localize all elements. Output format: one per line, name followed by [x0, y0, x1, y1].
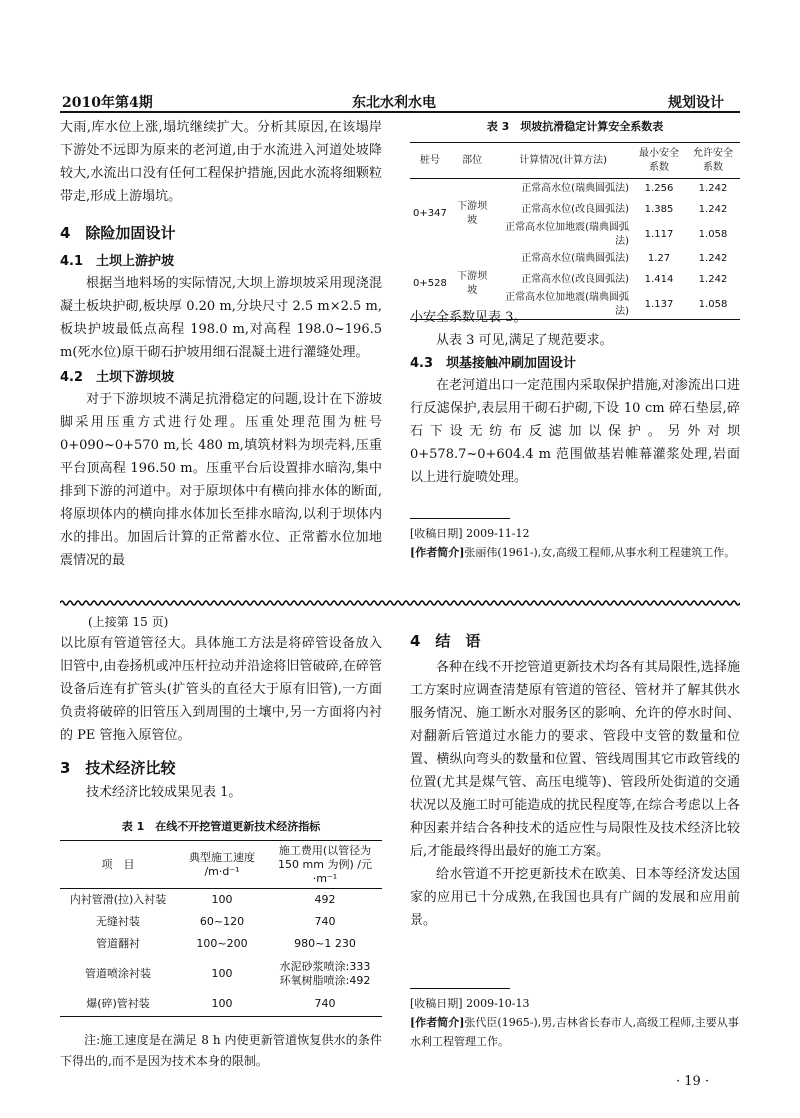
table-row: [60, 933, 382, 955]
table-1-speed: 100: [211, 966, 233, 980]
table-3-min: 1.256: [644, 183, 674, 195]
paragraph-continued: 大雨,库水位上涨,塌坑继续扩大。分析其原因,在该塌岸下游处不远即为原来的老河道,由于水流进入河道处坡降较大,水流出口没有任何工程保护措施,因此水流将细颗粒带走,形成上游塌坑。: [60, 120, 382, 204]
table-3-min: 1.117: [644, 228, 674, 240]
table-3-header-part: 部位: [462, 154, 483, 166]
table-row: [60, 911, 382, 933]
table-1-cost: 980~1 230: [294, 936, 356, 950]
table-1-speed: 100: [211, 997, 233, 1011]
table-1-speed: 100~200: [196, 936, 248, 950]
section-4-1-text: 根据当地料场的实际情况,大坝上游坝坡采用现浇混凝土板块护砌,板块厚 0.20 m,分块尺寸 2.5 m×2.5 m,板块护坡最低点高程 198.0 m,对高程 198.0~196.5 m(死水位)原干砌石护坡用细石混凝土进行灌缝处理。: [60, 276, 382, 360]
table-1-footnote: 注:施工速度是在满足 8 h 内使更新管道恢复供水的条件下得出的,而不是因为技术本身的限制。: [60, 1033, 382, 1068]
page-number: · 19 ·: [676, 1074, 710, 1089]
section-4-title: 4 除险加固设计: [60, 224, 176, 242]
table-1-item: 管道翻衬: [96, 936, 140, 950]
table-1-header-speed: 典型施工速度 /m·d⁻¹: [189, 850, 255, 878]
conclusion-paragraph-2: 给水管道不开挖更新技术在欧美、日本等经济发达国家的应用已十分成熟,在我国也具有广阔的发展和应用前景。: [410, 867, 740, 928]
received-date: [收稿日期] 2009-11-12: [410, 527, 530, 540]
table-1-cost: 492: [314, 892, 336, 906]
table-1-cost: 740: [314, 914, 336, 928]
table-1-item: 无缝衬装: [96, 914, 140, 928]
left-column-top: [60, 116, 382, 572]
table-1-header-row: [60, 841, 382, 889]
header-section: 规划设计: [668, 95, 724, 111]
table-row: [60, 955, 382, 993]
table-row: [60, 993, 382, 1017]
table-3-header-station: 桩号: [419, 154, 440, 166]
table-3-allow: 1.242: [698, 183, 728, 195]
header-journal: 东北水利水电: [352, 95, 436, 111]
wavy-separator: [60, 598, 740, 608]
conclusion-title: 4 结 语: [410, 632, 481, 650]
table-3-header-allow: 允许安全系数: [693, 147, 733, 173]
table-3-header-case: 计算情况(计算方法): [519, 154, 608, 166]
table-3-reference: 小安全系数见表 3。: [410, 310, 527, 325]
table-3-grid: [410, 142, 740, 320]
table-1-note: [60, 1030, 382, 1072]
table-3-min: 1.414: [644, 274, 674, 285]
table-3-case: 正常高水位(瑞典圆弧法): [521, 253, 629, 264]
footnote-block-2: [410, 994, 740, 1051]
table-3-caption: 表 3 坝坡抗滑稳定计算安全系数表: [486, 120, 664, 133]
table-3-part: 下游坝坡: [457, 200, 488, 226]
table-3-station: 0+347: [413, 207, 447, 219]
table-3-station: 0+528: [413, 277, 447, 289]
right-column-top: [410, 306, 740, 489]
left-column-bottom: [60, 612, 382, 804]
table-1: [60, 818, 382, 1017]
table-3-allow: 1.242: [698, 204, 728, 215]
table-1-speed: 100: [211, 892, 233, 906]
section-4-2-text: 对于下游坝坡不满足抗滑稳定的问题,设计在下游坡脚采用压重方式进行处理。压重处理范围为桩号 0+090~0+570 m,长 480 m,填筑材料为坝壳料,压重平台顶高程 196.50 m。压重平台后设置排水暗沟,集中排到下游的河道中。对于原坝体中有横向排水体的断面,将原坝体内的横向排水体加长至排水暗沟,以利于坝体内水的排出。加固后计算的正常蓄水位、正常蓄水位加地震情况的最: [60, 392, 382, 568]
footnote-block-1: [410, 524, 740, 562]
section-3-text: 技术经济比较成果见表 1。: [86, 785, 242, 800]
footnote-rule: [410, 518, 510, 519]
table-1-cost: 水泥砂浆喷涂:333 环氧树脂喷涂:492: [279, 959, 371, 987]
table-3-case: 正常高水位加地震(瑞典圆弧法): [505, 221, 629, 247]
header-issue: 2010年第4期: [62, 95, 153, 111]
table-3-min: 1.137: [644, 298, 674, 310]
table-1-item: 内衬管滑(拉)入衬装: [69, 892, 167, 906]
table-1-item: 爆(碎)管衬装: [86, 997, 150, 1011]
section-4-3-title: 4.3 坝基接触冲刷加固设计: [410, 356, 577, 371]
table-3-case: 正常高水位加地震(瑞典圆弧法): [505, 291, 629, 317]
section-3-title: 3 技术经济比较: [60, 759, 176, 777]
author-bio: 张丽伟(1961-),女,高级工程师,从事水利工程建筑工作。: [464, 546, 736, 559]
table-3-conclusion: 从表 3 可见,满足了规范要求。: [436, 333, 613, 348]
table-row: [410, 249, 740, 270]
table-1-cost: 740: [314, 997, 336, 1011]
table-3-case: 正常高水位(瑞典圆弧法): [521, 183, 629, 195]
table-3-allow: 1.058: [698, 228, 728, 240]
table-3-allow: 1.242: [698, 253, 728, 264]
table-3-case: 正常高水位(改良圆弧法): [521, 204, 629, 215]
header-rule: [60, 111, 740, 113]
continued-note: (上接第 15 页): [88, 615, 169, 629]
table-1-speed: 60~120: [199, 914, 245, 928]
table-3-part: 下游坝坡: [457, 270, 488, 296]
paragraph-pipe-bursting: 以比原有管道管径大。具体施工方法是将碎管设备放入旧管中,由卷扬机或冲压杆拉动并沿途将旧管破碎,在碎管设备后连有扩管头(扩管头的直径大于原有旧管),一方面负责将破碎的旧管压入到周围的土壤中,另一方面将内衬的 PE 管拖入原管位。: [60, 636, 382, 743]
table-1-header-cost: 施工费用(以管径为 150 mm 为例) /元·m⁻¹: [278, 843, 372, 885]
author-label-2: [作者简介]: [410, 1016, 465, 1029]
table-row: [410, 179, 740, 200]
right-column-bottom: [410, 630, 740, 932]
conclusion-paragraph-1: 各种在线不开挖管道更新技术均各有其局限性,选择施工方案时应调查清楚原有管道的管径、管材并了解其供水服务情况、施工断水对服务区的影响、允许的停水时间、对翻新后管道过水能力的要求、管段中支管的数量和位置、横纵向弯头的数量和位置、管线周围其它市政管线的位置(尤其是煤气管、高压电缆等)、管段所处街道的交通状况以及施工时可能造成的扰民程度等,在综合考虑以上各种因素并结合各种技术的适应性与局限性及技术经济比较后,才能最终得出最好的施工方案。: [410, 660, 740, 859]
table-3-case: 正常高水位(改良圆弧法): [521, 274, 629, 285]
table-3-min: 1.27: [647, 253, 671, 264]
table-1-caption: 表 1 在线不开挖管道更新技术经济指标: [121, 820, 321, 833]
author-label: [作者简介]: [410, 546, 465, 559]
table-1-item: 管道喷涂衬装: [85, 966, 151, 980]
section-4-2-title: 4.2 土坝下游坝坡: [60, 370, 175, 385]
section-4-1-title: 4.1 土坝上游护坡: [60, 254, 175, 269]
table-3-min: 1.385: [644, 204, 674, 215]
table-1-header-item: 项 目: [101, 857, 135, 871]
table-3-allow: 1.242: [698, 274, 728, 285]
received-date-2: [收稿日期] 2009-10-13: [410, 997, 530, 1010]
table-3: [410, 118, 740, 320]
table-3-header-min: 最小安全系数: [639, 147, 679, 173]
table-3-header-row: [410, 143, 740, 179]
table-row: [60, 889, 382, 911]
table-1-grid: [60, 840, 382, 1017]
author-bio-2: 张代臣(1965-),男,吉林省长春市人,高级工程师,主要从事水利工程管理工作。: [410, 1016, 739, 1048]
table-3-allow: 1.058: [698, 298, 728, 310]
footnote-rule-2: [410, 988, 510, 989]
section-4-3-text: 在老河道出口一定范围内采取保护措施,对渗流出口进行反滤保护,表层用干砌石护砌,下设 10 cm 碎石垫层,碎石下设无纺布反滤加以保护。另外对坝 0+578.7~0+604.4 m 范围做基岩帷幕灌浆处理,岩面以上进行旋喷处理。: [410, 378, 740, 485]
